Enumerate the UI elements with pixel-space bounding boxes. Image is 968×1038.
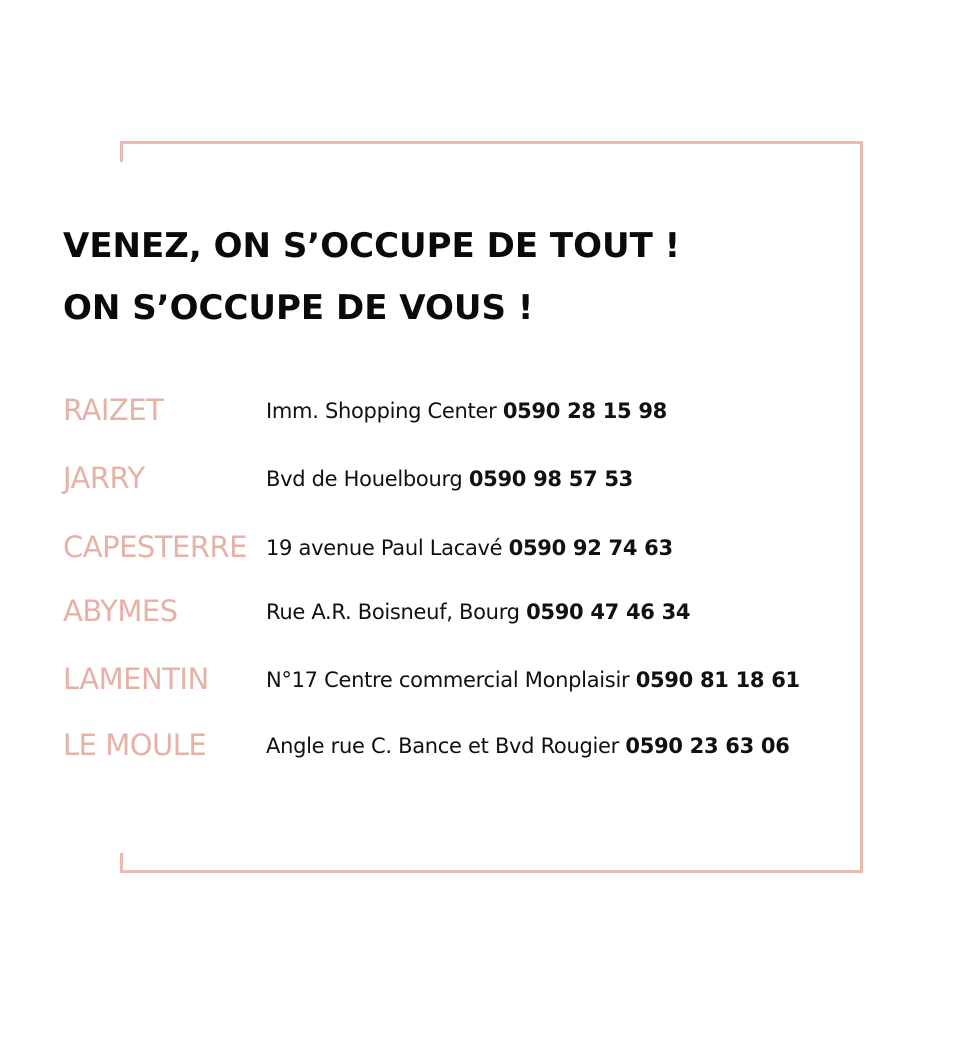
city-name: ABYMES [63, 594, 178, 628]
location-details [266, 734, 790, 758]
frame-left-tick-top [120, 141, 123, 162]
city-name: JARRY [63, 461, 145, 495]
city-name: LAMENTIN [63, 662, 209, 696]
phone-number[interactable]: 0590 28 15 98 [502, 399, 667, 423]
location-row-abymes [0, 594, 968, 634]
address-text: Rue A.R. Boisneuf, Bourg [266, 600, 527, 624]
phone-number[interactable]: 0590 81 18 61 [635, 668, 800, 692]
address-text: Angle rue C. Bance et Bvd Rougier [266, 734, 626, 758]
address-text: Imm. Shopping Center [266, 399, 503, 423]
phone-number[interactable]: 0590 47 46 34 [526, 600, 691, 624]
heading-line-2: ON S’OCCUPE DE VOUS ! [63, 288, 534, 328]
address-text: N°17 Centre commercial Monplaisir [266, 668, 636, 692]
location-row-raizet [0, 393, 968, 433]
location-row-capesterre [0, 530, 968, 570]
frame-left-tick-bottom [120, 853, 123, 873]
frame-top-border [120, 141, 863, 144]
location-details [266, 399, 667, 423]
phone-number[interactable]: 0590 98 57 53 [468, 467, 633, 491]
location-details [266, 536, 673, 560]
location-row-le-moule [0, 728, 968, 768]
frame-bottom-border [120, 870, 863, 873]
location-row-lamentin [0, 662, 968, 702]
location-row-jarry [0, 461, 968, 501]
address-text: Bvd de Houelbourg [266, 467, 469, 491]
city-name: RAIZET [63, 393, 164, 427]
phone-number[interactable]: 0590 92 74 63 [508, 536, 673, 560]
phone-number[interactable]: 0590 23 63 06 [625, 734, 790, 758]
location-details [266, 600, 690, 624]
address-text: 19 avenue Paul Lacavé [266, 536, 509, 560]
city-name: LE MOULE [63, 728, 207, 762]
location-details [266, 467, 633, 491]
city-name: CAPESTERRE [63, 530, 247, 564]
heading-line-1: VENEZ, ON S’OCCUPE DE TOUT ! [63, 226, 681, 266]
location-details [266, 668, 800, 692]
